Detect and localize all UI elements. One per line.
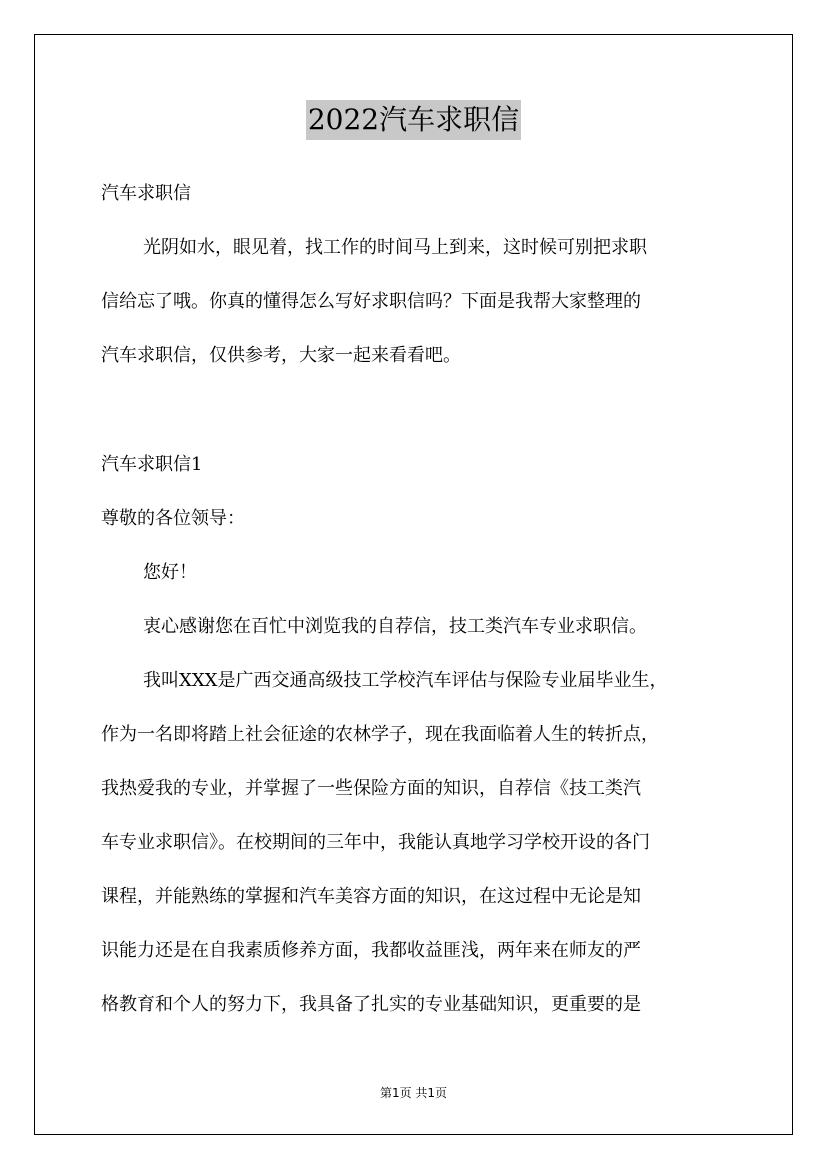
paragraph-2-line-3: 我热爱我的专业，并掌握了一些保险方面的知识，自荐信《技工类汽: [101, 778, 641, 799]
salutation: 尊敬的各位领导：: [101, 508, 245, 529]
paragraph-2-line-1: 我叫XXX是广西交通高级技工学校汽车评估与保险专业届毕业生，: [143, 670, 668, 691]
title-container: [0, 100, 827, 140]
paragraph-2-line-7: 格教育和个人的努力下，我具备了扎实的专业基础知识，更重要的是: [101, 994, 641, 1015]
subtitle: 汽车求职信: [101, 183, 191, 204]
document-title: 2022汽车求职信: [306, 100, 521, 140]
paragraph-2-line-5: 课程，并能熟练的掌握和汽车美容方面的知识，在这过程中无论是知: [101, 886, 641, 907]
greeting: 您好！: [143, 562, 197, 583]
intro-line-3: 汽车求职信，仅供参考，大家一起来看看吧。: [101, 345, 461, 366]
intro-line-1: 光阴如水，眼见着，找工作的时间马上到来，这时候可别把求职: [143, 237, 647, 258]
intro-line-2: 信给忘了哦。你真的懂得怎么写好求职信吗？下面是我帮大家整理的: [101, 291, 641, 312]
paragraph-2-line-6: 识能力还是在自我素质修养方面，我都收益匪浅，两年来在师友的严: [101, 940, 641, 961]
page-footer: 第1页 共1页: [379, 1086, 448, 1100]
section-heading: 汽车求职信1: [101, 454, 203, 475]
paragraph-2-line-2: 作为一名即将踏上社会征途的农林学子，现在我面临着人生的转折点，: [101, 724, 659, 745]
paragraph-1: 衷心感谢您在百忙中浏览我的自荐信，技工类汽车专业求职信。: [143, 616, 647, 637]
paragraph-2-line-4: 车专业求职信》。在校期间的三年中，我能认真地学习学校开设的各门: [101, 832, 650, 853]
